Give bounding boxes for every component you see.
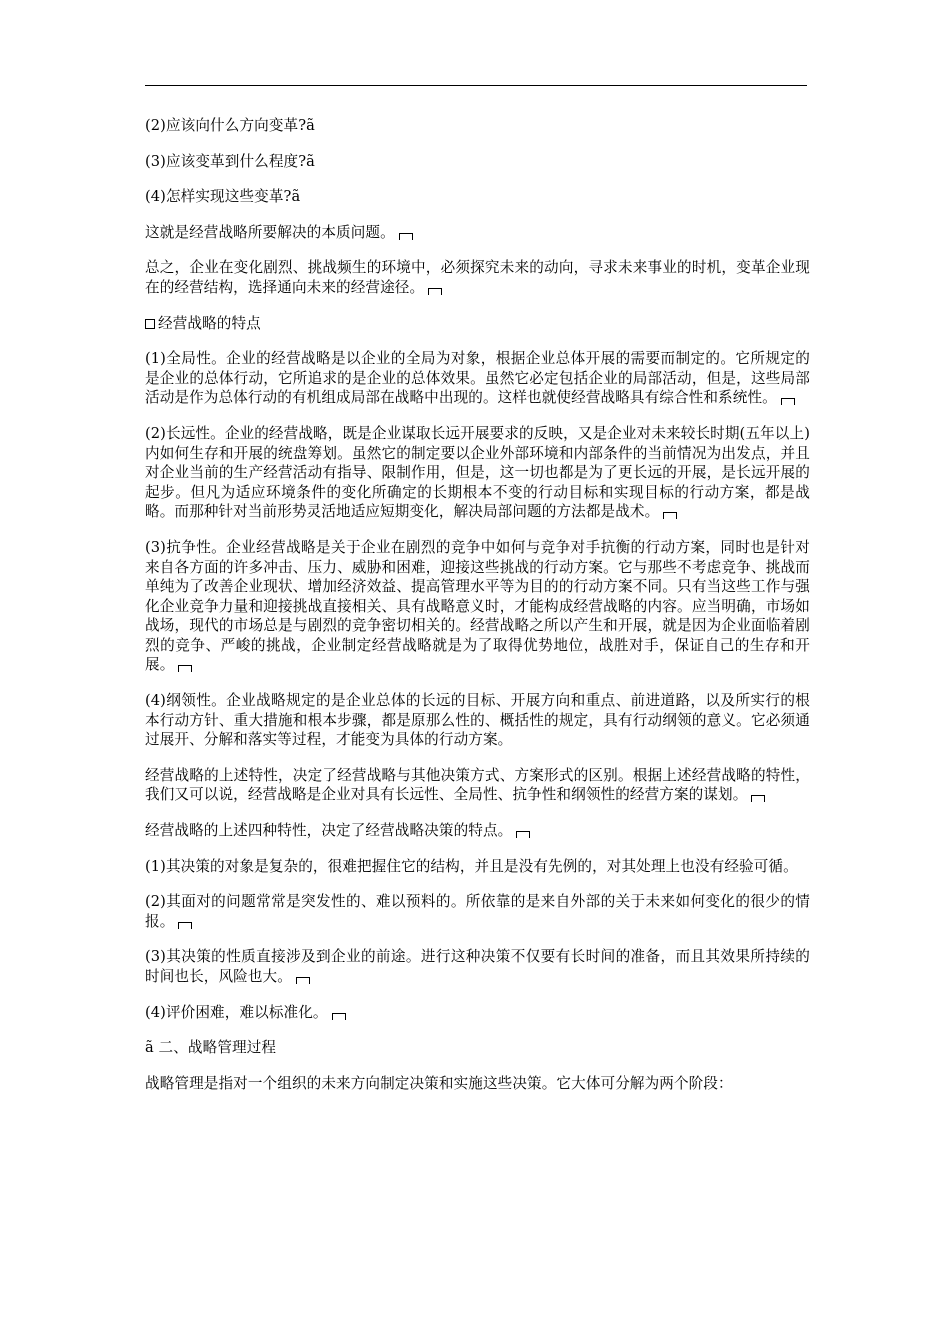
- paragraph-mark-icon: [781, 398, 795, 405]
- paragraph: 战略管理是指对一个组织的未来方向制定决策和实施这些决策。它大体可分解为两个阶段：: [145, 1074, 733, 1092]
- paragraph-mark-icon: [178, 665, 192, 672]
- paragraph: (3)应该变革到什么程度?ã: [145, 152, 315, 170]
- paragraph-mark-icon: [296, 977, 310, 984]
- checkbox-icon: [145, 319, 155, 329]
- paragraph: 经营战略的上述特性，决定了经营战略与其他决策方式、方案形式的区别。根据上述经营战略的特性，我们又可以说，经营战略是企业对具有长远性、全局性、抗争性和纲领性的经营方案的谋划。: [145, 766, 810, 804]
- paragraph-mark-icon: [332, 1013, 346, 1020]
- paragraph-mark-icon: [516, 831, 530, 838]
- paragraph: 总之，企业在变化剧烈、挑战频生的环境中，必须探究未来的动向，寻求未来事业的时机，变革企业现在的经营结构，选择通向未来的经营途径。: [145, 259, 810, 296]
- paragraph: (2)应该向什么方向变革?ã: [145, 117, 315, 134]
- paragraph: (4)怎样实现这些变革?ã: [145, 188, 301, 206]
- paragraph: (3)其决策的性质直接涉及到企业的前途。进行这种决策不仅要有长时间的准备，而且其效果所持续的时间也长，风险也大。: [145, 948, 810, 985]
- paragraph-mark-icon: [751, 795, 765, 802]
- paragraph: (3)抗争性。企业经营战略是关于企业在剧烈的竞争中如何与竞争对手抗衡的行动方案，同时也是针对来自各方面的许多冲击、压力、威胁和困难，迎接这些挑战的行动方案。它与那些不考虑竞争、挑战而单纯为了改善企业现状、增加经济效益、提高管理水平等为目的的行动方案不同。只有当这些工作与强化企业竞争力量和迎接挑战直接相关、具有战略意义时，才能构成经营战略的内容。应当明确，市场如战场，现代的市场总是与剧烈的竞争密切相关的。经营战略之所以产生和开展，就是因为企业面临着剧烈的竞争、严峻的挑战，企业制定经营战略就是为了取得优势地位，战胜对手，保证自己的生存和开展。: [145, 538, 810, 674]
- paragraph: (2)其面对的问题常常是突发性的、难以预料的。所依靠的是来自外部的关于未来如何变化的很少的情报。: [145, 893, 810, 930]
- section-heading: 经营战略的特点: [145, 314, 810, 334]
- paragraph-mark-icon: [399, 233, 413, 240]
- paragraph: (4)纲领性。企业战略规定的是企业总体的长远的目标、开展方向和重点、前进道路，以及所实行的根本行动方针、重大措施和根本步骤，都是原那么性的、概括性的规定，具有行动纲领的意义。它必须通过展开、分解和落实等过程，才能变为具体的行动方案。: [145, 692, 810, 749]
- paragraph: (1)其决策的对象是复杂的，很难把握住它的结构，并且是没有先例的，对其处理上也没有经验可循。: [145, 857, 798, 875]
- paragraph-mark-icon: [428, 288, 442, 295]
- paragraph: (1)全局性。企业的经营战略是以企业的全局为对象，根据企业总体开展的需要而制定的。它所规定的是企业的总体行动，它所追求的是企业的总体效果。虽然它必定包括企业的局部活动，但是，这些局部活动是作为总体行动的有机组成局部在战略中出现的。这样也就使经营战略具有综合性和系统性。: [145, 350, 810, 407]
- paragraph: (2)长远性。企业的经营战略，既是企业谋取长远开展要求的反映，又是企业对未来较长时期(五年以上)内如何生存和开展的统盘筹划。虽然它的制定要以企业外部环境和内部条件的当前情况为出发点，并且对企业当前的生产经营活动有指导、限制作用，但是，这一切也都是为了更长远的开展，是长远开展的起步。但凡为适应环境条件的变化所确定的长期根本不变的行动目标和实现目标的行动方案，都是战略。而那种针对当前形势灵活地适应短期变化，解决局部问题的方法都是战术。: [145, 424, 810, 521]
- paragraph: (4)评价困难，难以标准化。: [145, 1003, 810, 1023]
- paragraph-mark-icon: [663, 512, 677, 519]
- paragraph: 经营战略的上述四种特性，决定了经营战略决策的特点。: [145, 821, 810, 841]
- document-body: [145, 116, 810, 1109]
- top-rule: [145, 85, 807, 86]
- paragraph: 这就是经营战略所要解决的本质问题。: [145, 223, 810, 243]
- paragraph-mark-icon: [178, 922, 192, 929]
- section-heading: ã 二、战略管理过程: [145, 1039, 277, 1057]
